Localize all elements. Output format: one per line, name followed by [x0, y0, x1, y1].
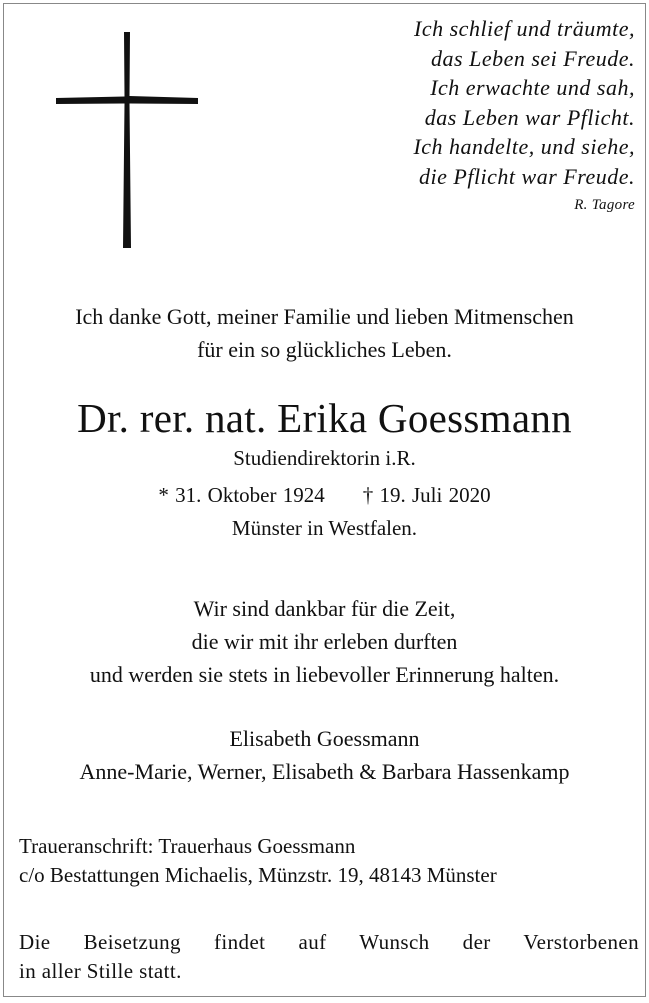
deceased-name: Dr. rer. nat. Erika Goessmann	[77, 395, 572, 441]
mourners	[4, 722, 645, 788]
birth-date: * 31. Oktober 1924	[158, 483, 325, 507]
gratitude-text	[4, 592, 645, 691]
quote-line: das Leben war Pflicht.	[424, 104, 635, 130]
thanks-line: Ich danke Gott, meiner Familie und lieben Mitmenschen	[75, 304, 574, 329]
gratitude-line: die wir mit ihr erleben durften	[191, 629, 458, 654]
quote-line: Ich handelte, und siehe,	[413, 134, 635, 159]
thanks-line: für ein so glückliches Leben.	[197, 337, 452, 362]
tagore-quote	[305, 14, 635, 215]
mourner-line: Elisabeth Goessmann	[229, 726, 420, 751]
gratitude-line: und werden sie stets in liebevoller Erinnerung halten.	[89, 662, 560, 687]
funeral-line: Die Beisetzung findet auf Wunsch der Verstorbenen	[19, 930, 639, 954]
obituary-notice	[3, 3, 646, 997]
funeral-notice	[19, 928, 639, 986]
address-line: Traueranschrift: Trauerhaus Goessmann	[19, 834, 356, 858]
gratitude-line: Wir sind dankbar für die Zeit,	[193, 596, 456, 621]
quote-author: R. Tagore	[574, 197, 635, 213]
cross-icon	[54, 30, 200, 250]
thanks-text	[4, 300, 645, 366]
mourner-line: Anne-Marie, Werner, Elisabeth & Barbara Hassenkamp	[79, 759, 570, 784]
death-date: † 19. Juli 2020	[362, 483, 491, 507]
quote-line: Ich erwachte und sah,	[430, 75, 635, 100]
mourning-address	[19, 832, 639, 890]
address-line: c/o Bestattungen Michaelis, Münzstr. 19, 48143 Münster	[19, 863, 497, 887]
funeral-line: in aller Stille statt.	[19, 959, 182, 983]
quote-line: die Pflicht war Freude.	[419, 163, 635, 189]
quote-line: Ich schlief und träumte,	[414, 16, 635, 41]
place-of-death: Münster in Westfalen.	[231, 516, 418, 540]
deceased-title: Studiendirektorin i.R.	[233, 446, 416, 470]
quote-line: das Leben sei Freude.	[431, 45, 635, 71]
life-dates	[4, 478, 645, 512]
